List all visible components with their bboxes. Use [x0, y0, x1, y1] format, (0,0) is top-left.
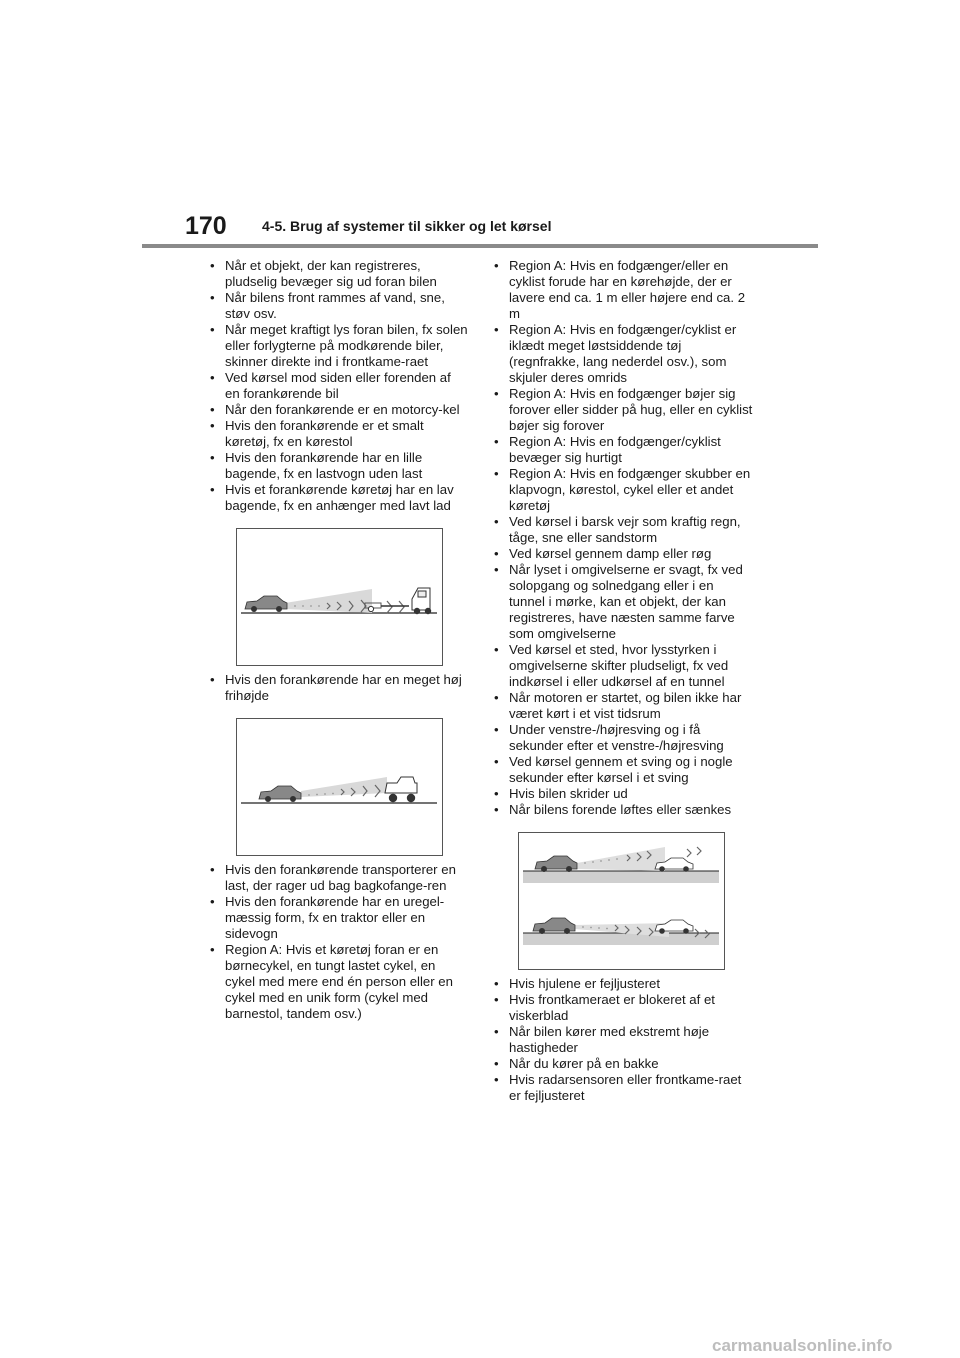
list-item: • Hvis den forankørende transporterer en last, der rager ud bag bagkofange-ren	[207, 862, 469, 894]
list-item: • Når lyset i omgivelserne er svagt, fx ved solopgang og solnedgang eller i en tunnel i mørke, kan et objekt, der kan registreres, have næsten samme farve som omgivelserne	[491, 562, 753, 642]
list-item: • Hvis radarsensoren eller frontkame-raet er fejljusteret	[491, 1072, 753, 1104]
left-column	[207, 258, 469, 1022]
list-item: • Hvis bilen skrider ud	[491, 786, 753, 802]
list-item: • Region A: Hvis en fodgænger/eller en cyklist forude har en kørehøjde, der er lavere end ca. 1 m eller højere end ca. 2 m	[491, 258, 753, 322]
list-item: • Region A: Hvis en fodgænger skubber en klapvogn, kørestol, cykel eller et andet køretøj	[491, 466, 753, 514]
low-trailer-illustration	[236, 528, 443, 666]
list-item: • Når motoren er startet, og bilen ikke har været kørt i et vist tidsrum	[491, 690, 753, 722]
list-item: • Når et objekt, der kan registreres, pludselig bevæger sig ud foran bilen	[207, 258, 469, 290]
header-divider	[142, 244, 818, 248]
list-item: • Ved kørsel et sted, hvor lysstyrken i omgivelserne skifter pludseligt, fx ved indkørsel i eller udkørsel af en tunnel	[491, 642, 753, 690]
list-item: • Når du kører på en bakke	[491, 1056, 753, 1072]
page-number: 170	[185, 212, 227, 240]
high-clearance-drawing	[237, 719, 442, 855]
list-item: • Når den forankørende er en motorcy-kel	[207, 402, 469, 418]
list-item: • Hvis den forankørende har en meget høj frihøjde	[207, 672, 469, 704]
list-item: • Hvis et forankørende køretøj har en lav bagende, fx en anhænger med lavt lad	[207, 482, 469, 514]
list-item: • Når bilens forende løftes eller sænkes	[491, 802, 753, 818]
list-item: • Hvis den forankørende har en uregel-mæssig form, fx en traktor eller en sidevogn	[207, 894, 469, 942]
left-bullet-list-2	[207, 672, 469, 704]
list-item: • Under venstre-/højresving og i få sekunder efter et venstre-/højresving	[491, 722, 753, 754]
watermark: carmanualsonline.info	[712, 1336, 893, 1355]
list-item: • Ved kørsel gennem et sving og i nogle sekunder efter kørsel i et sving	[491, 754, 753, 786]
list-item: • Region A: Hvis en fodgænger/cyklist er iklædt meget løstsiddende tøj (regnfrakke, lang nederdel osv.), som skjuler deres omrids	[491, 322, 753, 386]
high-clearance-illustration	[236, 718, 443, 856]
slope-drawing	[519, 833, 724, 969]
list-item: • Hvis hjulene er fejljusteret	[491, 976, 753, 992]
right-column	[491, 258, 753, 1104]
list-item: • Når meget kraftigt lys foran bilen, fx solen eller forlygterne på modkørende biler, skinner direkte ind i frontkame-raet	[207, 322, 469, 370]
left-bullet-list-1	[207, 258, 469, 514]
list-item: • Region A: Hvis en fodgænger/cyklist bevæger sig hurtigt	[491, 434, 753, 466]
list-item: • Hvis den forankørende har en lille bagende, fx en lastvogn uden last	[207, 450, 469, 482]
list-item: • Region A: Hvis en fodgænger bøjer sig forover eller sidder på hug, eller en cyklist bøjer sig forover	[491, 386, 753, 434]
section-title: 4-5. Brug af systemer til sikker og let kørsel	[262, 218, 552, 234]
list-item: • Når bilens front rammes af vand, sne, støv osv.	[207, 290, 469, 322]
right-bullet-list-2	[491, 976, 753, 1104]
slope-illustration	[518, 832, 725, 970]
list-item: • Ved kørsel mod siden eller forenden af en forankørende bil	[207, 370, 469, 402]
list-item: • Ved kørsel gennem damp eller røg	[491, 546, 753, 562]
low-trailer-drawing	[237, 529, 442, 665]
right-bullet-list-1	[491, 258, 753, 818]
list-item: • Hvis frontkameraet er blokeret af et viskerblad	[491, 992, 753, 1024]
list-item: • Region A: Hvis et køretøj foran er en børnecykel, en tungt lastet cykel, en cykel med mere end én person eller en cykel med en unik form (cykel med barnestol, tandem osv.)	[207, 942, 469, 1022]
list-item: • Hvis den forankørende er et smalt køretøj, fx en kørestol	[207, 418, 469, 450]
list-item: • Når bilen kører med ekstremt høje hastigheder	[491, 1024, 753, 1056]
list-item: • Ved kørsel i barsk vejr som kraftig regn, tåge, sne eller sandstorm	[491, 514, 753, 546]
left-bullet-list-3	[207, 862, 469, 1022]
